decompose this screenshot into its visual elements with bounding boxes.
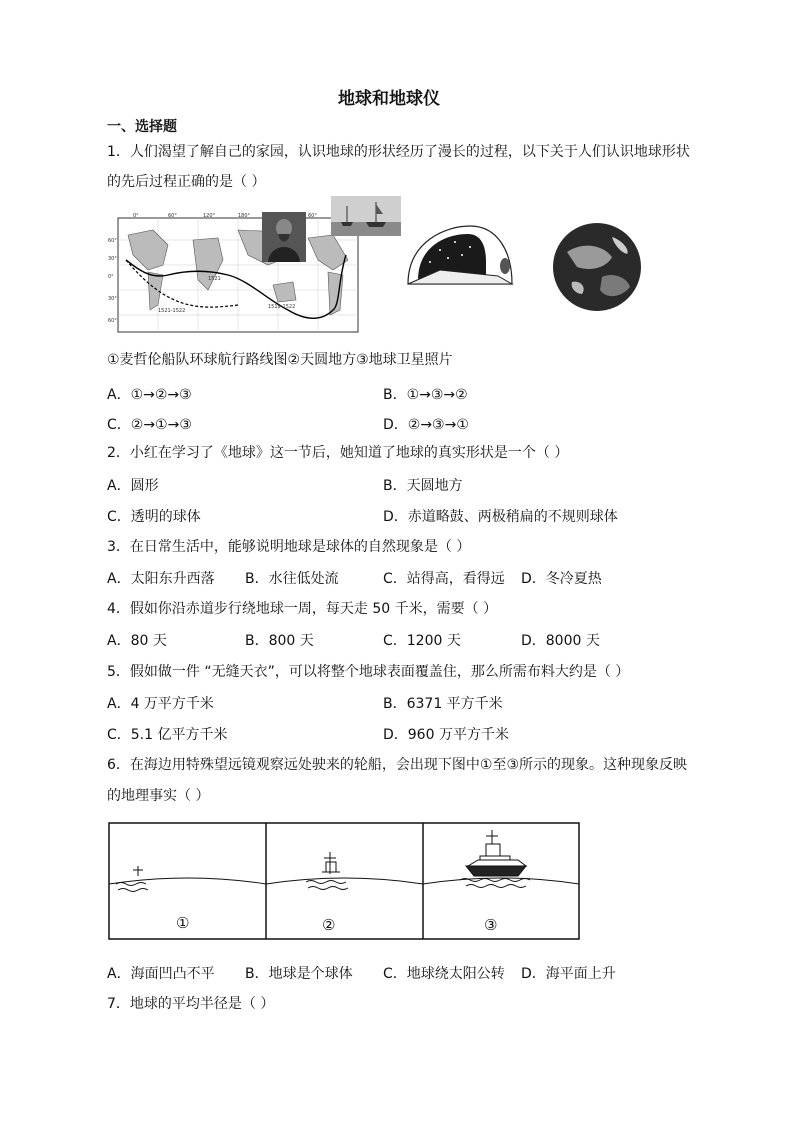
question-3-option-c[interactable]: C．站得高，看得远 [383,571,505,587]
magellan-portrait-image [262,212,306,262]
magellan-route-map [108,210,368,340]
map-lat-label: 0° [108,274,114,280]
panel-label-1: ① [176,914,190,932]
question-5-stem: 5．假如做一件 “无缝天衣”，可以将整个地球表面覆盖住，那么所需布料大约是（ ） [107,664,630,680]
question-6-option-d[interactable]: D．海平面上升 [521,966,616,982]
question-3-option-b[interactable]: B．水往低处流 [245,571,339,587]
question-4-stem: 4．假如你沿赤道步行绕地球一周，每天走 50 千米，需要（ ） [107,601,498,617]
question-2-option-a[interactable]: A．圆形 [107,478,159,494]
map-lat-label: 60° [108,318,117,324]
map-lon-label: 120° [203,213,216,219]
question-1-figure-caption: ①麦哲伦船队环球航行路线图②天圆地方③地球卫星照片 [107,352,453,368]
question-1-option-b[interactable]: B．①→③→② [383,387,468,403]
map-lon-label: 60° [308,213,317,219]
question-5-option-c[interactable]: C．5.1 亿平方千米 [107,727,228,743]
question-1-option-a[interactable]: A．①→②→③ [107,387,192,403]
map-lat-label: 60° [108,238,117,244]
question-6-option-b[interactable]: B．地球是个球体 [245,966,353,982]
question-5-option-b[interactable]: B．6371 平方千米 [383,696,503,712]
question-1-option-c[interactable]: C．②→①→③ [107,417,192,433]
question-5-option-d[interactable]: D．960 万平方千米 [383,727,509,743]
map-lon-label: 180° [238,213,251,219]
page-title: 地球和地球仪 [338,89,440,109]
map-lat-label: 30° [108,296,117,302]
question-4-option-b[interactable]: B．800 天 [245,633,314,649]
question-3-option-a[interactable]: A．太阳东升西落 [107,571,215,587]
section-heading: 一、选择题 [107,119,177,135]
question-2-option-c[interactable]: C．透明的球体 [107,509,201,525]
question-3-option-d[interactable]: D．冬冷夏热 [521,571,602,587]
question-5-option-a[interactable]: A．4 万平方千米 [107,696,214,712]
question-1-option-d[interactable]: D．②→③→① [383,417,469,433]
question-6-stem-line1: 6．在海边用特殊望远镜观察远处驶来的轮船，会出现下图中①至③所示的现象。这种现象反映 [107,757,688,773]
question-4-option-c[interactable]: C．1200 天 [383,633,461,649]
question-1-stem-line1: 1．人们渴望了解自己的家园，认识地球的形状经历了漫长的过程，以下关于人们认识地球形状 [107,144,690,160]
route-label: 1519-1522 [268,304,296,310]
panel-label-3: ③ [484,916,498,934]
question-4-option-a[interactable]: A．80 天 [107,633,167,649]
question-2-option-b[interactable]: B．天圆地方 [383,478,463,494]
question-4-option-d[interactable]: D．8000 天 [521,633,600,649]
question-1-stem-line2: 的先后过程正确的是（ ） [107,174,266,190]
question-6-stem-line2: 的地理事实（ ） [107,788,210,804]
question-7-stem: 7．地球的平均半径是（ ） [107,996,275,1012]
map-lon-label: 0° [133,213,139,219]
earth-satellite-photo [552,222,642,312]
route-label: 1521-1522 [158,308,186,314]
ship-painting-image [331,196,401,236]
question-3-stem: 3．在日常生活中，能够说明地球是球体的自然现象是（ ） [107,539,471,555]
route-label: 1521 [208,276,221,282]
ship-horizon-figure [108,822,582,942]
map-lon-label: 60° [168,213,177,219]
question-2-stem: 2．小红在学习了《地球》这一节后，她知道了地球的真实形状是一个（ ） [107,445,569,461]
panel-label-2: ② [322,916,336,934]
question-6-option-a[interactable]: A．海面凹凸不平 [107,966,215,982]
tianyuan-difang-model [400,222,520,294]
question-2-option-d[interactable]: D．赤道略鼓、两极稍扁的不规则球体 [383,509,618,525]
map-lat-label: 30° [108,256,117,262]
question-6-option-c[interactable]: C．地球绕太阳公转 [383,966,505,982]
